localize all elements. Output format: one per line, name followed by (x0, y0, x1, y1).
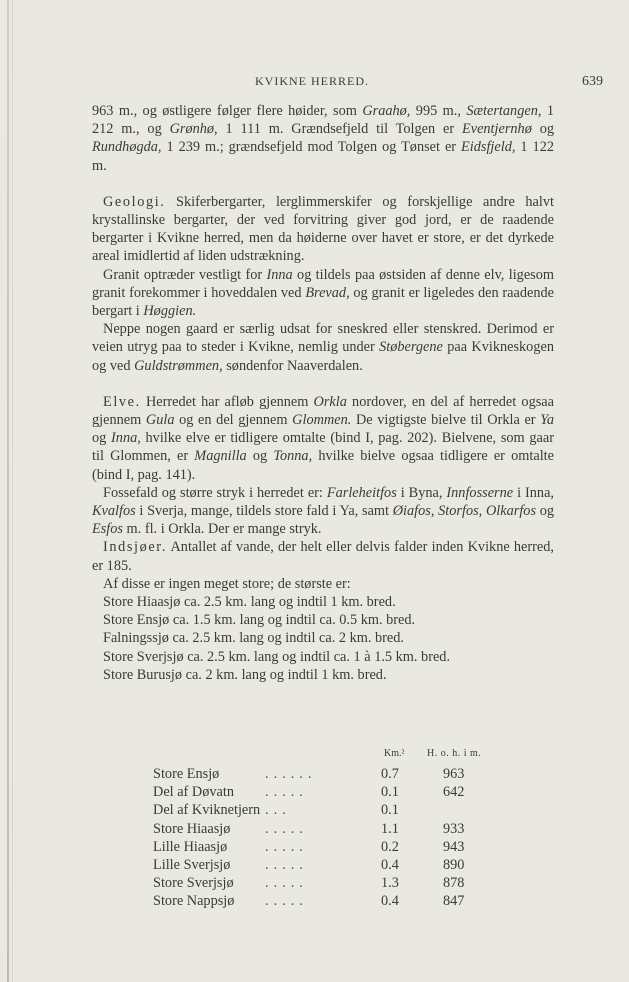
text-run: De vigtigste bielve til Orkla er (351, 412, 541, 429)
text-run: nordover, en del af herredet ogsaa gjennem (92, 393, 554, 429)
table-row (153, 857, 483, 875)
spaced-heading: Geologi. (103, 193, 166, 210)
lake-altitude: 963 (443, 766, 465, 782)
text-run: 963 m., og østligere følger flere høider, som (92, 103, 363, 119)
lake-line: Store Sverjsjø ca. 2.5 km. lang og indtil ca. 1 à 1.5 km. bred. (103, 648, 451, 665)
paragraph-waterfalls (92, 484, 554, 539)
lake-altitude: 890 (443, 856, 465, 873)
italic-place-name: Rundhøgda, (92, 139, 162, 156)
italic-place-name: Eventjernhø (461, 121, 532, 138)
leader-dots: ..... (265, 893, 308, 910)
italic-place-name: Brevad, (305, 284, 350, 301)
text-run: og (246, 448, 274, 465)
text-run: i Sverja, mange, tildels store fald i Ya, samt (135, 503, 393, 520)
text-run: 995 m., (410, 103, 467, 119)
leader-dots: ..... (265, 838, 308, 855)
lake-altitude: 943 (443, 838, 465, 855)
leader-dots: ..... (265, 856, 308, 873)
text-run: og tildels paa østsiden af denne elv, ligesom granit forekommer i hoveddalen ved (92, 266, 554, 301)
lake-line: Store Hiaasjø ca. 2.5 km. lang og indtil 1 km. bred. (103, 594, 396, 611)
table-header (153, 748, 483, 766)
leader-dots: ..... (265, 820, 308, 837)
text-run: søndenfor Naaverdalen. (222, 357, 363, 374)
lake-name: Store Ensjø (153, 766, 220, 782)
table-row (153, 893, 483, 911)
italic-place-name: Olkarfos (485, 503, 537, 520)
text-run: og granit er ligeledes den raadende bergart i (92, 284, 554, 320)
lake-area: 1.1 (381, 820, 399, 837)
lake-altitude: 878 (443, 875, 465, 892)
italic-place-name: Inna, (111, 430, 141, 447)
text-run: og (92, 430, 112, 447)
leader-dots: ..... (265, 784, 308, 801)
italic-place-name: Grønhø, (169, 121, 218, 138)
paragraph-geology (92, 193, 554, 266)
text-run: Neppe nogen gaard er særlig udsat for sneskred eller stenskred. Derimod er veien utryg paa to steder i Kvikne, nemlig under (92, 321, 554, 356)
italic-place-name: Esfos (92, 521, 123, 538)
page-binding-edge (7, 0, 9, 982)
page-number: 639 (582, 74, 603, 89)
text-run: 1 111 m. Grændsefjeld til Tolgen er (217, 121, 462, 138)
italic-place-name: Sætertangen, (466, 103, 542, 119)
table-row (153, 821, 483, 839)
italic-place-name: Storfos, (438, 503, 483, 520)
column-header-altitude: H. o. h. i m. (427, 748, 482, 759)
text-run: 1 239 m.; grændsefjeld mod Tolgen og Tønset er (161, 139, 462, 156)
lake-name: Del af Kviknetjern (153, 802, 261, 819)
italic-place-name: Glommen. (292, 412, 352, 429)
italic-place-name: Inna (266, 266, 293, 283)
text-run: hvilke elve er tidligere omtalte (bind I, pag. 202). Bielvene, som gaar til Glommen, er (92, 430, 554, 465)
text-run: Granit optræder vestligt for (103, 266, 267, 283)
lake-altitude: 642 (443, 784, 465, 801)
italic-place-name: Kvalfos (92, 503, 136, 520)
text-run: Herredet har afløb gjennem (140, 393, 314, 410)
text-run: i Inna, (513, 484, 554, 501)
italic-place-name: Ya (540, 412, 554, 429)
text-run: i Byna, (396, 484, 447, 501)
column-header-area: Km.² (384, 748, 405, 759)
table-row (153, 839, 483, 857)
spaced-heading: Elve. (103, 393, 141, 410)
italic-place-name: Eidsfjeld, (461, 139, 516, 156)
lake-area: 0.1 (381, 802, 399, 819)
document-body (92, 102, 554, 684)
italic-place-name: Høggien. (143, 303, 197, 320)
running-title: KVIKNE HERRED. (255, 74, 369, 88)
page-header (0, 74, 629, 94)
lake-name: Lille Hiaasjø (153, 838, 228, 855)
spaced-heading: Indsjøer. (103, 539, 168, 556)
lake-area: 0.4 (381, 856, 399, 873)
italic-place-name: Støbergene (379, 339, 443, 356)
italic-place-name: Magnilla (194, 448, 247, 465)
lake-name: Store Sverjsjø (153, 875, 234, 892)
text-run: hvilke bielve ogsaa tidligere er omtalte (bind I, pag. 141). (92, 448, 554, 483)
table-row (153, 784, 483, 802)
paragraph-granite (92, 266, 554, 321)
lake-area: 0.7 (381, 766, 399, 782)
lake-altitude: 847 (443, 893, 465, 910)
leader-dots: ... (265, 802, 291, 819)
text-run: paa Kvikneskogen og ved (92, 339, 554, 374)
lake-area: 0.4 (381, 893, 399, 910)
lake-name: Store Hiaasjø (153, 820, 231, 837)
lake-altitude: 933 (443, 820, 465, 837)
leader-dots: ..... (265, 875, 308, 892)
lakes-table (153, 748, 483, 912)
leader-dots: ...... (265, 766, 317, 782)
lake-line: Store Ensjø ca. 1.5 km. lang og indtil ca. 0.5 km. bred. (103, 612, 416, 629)
text-run: Fossefald og større stryk i herredet er: (103, 484, 327, 501)
table-rows (153, 766, 483, 912)
table-row (153, 766, 483, 784)
table-row (153, 802, 483, 820)
paragraph-heights (92, 102, 554, 175)
italic-place-name: Farleheitfos (326, 484, 397, 501)
text-run: m. fl. i Orkla. Der er mange stryk. (122, 521, 322, 538)
lake-name: Lille Sverjsjø (153, 856, 231, 873)
table-row (153, 875, 483, 893)
lake-line: Falningssjø ca. 2.5 km. lang og indtil ca. 2 km. bred. (103, 630, 404, 647)
paragraph-rivers (92, 393, 554, 484)
italic-place-name: Innfosserne (446, 484, 514, 501)
italic-place-name: Guldstrømmen, (134, 357, 223, 374)
italic-place-name: Orkla (313, 393, 347, 410)
italic-place-name: Tonna, (273, 448, 313, 465)
lake-name: Store Nappsjø (153, 893, 235, 910)
text-run: Af disse er ingen meget store; de største er: (103, 575, 351, 592)
text-run: og (536, 503, 555, 520)
lake-name: Del af Døvatn (153, 784, 234, 801)
page-binding-edge-inner (12, 0, 13, 982)
italic-place-name: Gula (145, 412, 175, 429)
text-run: 1 122 m. (92, 139, 554, 174)
lake-line: Store Burusjø ca. 2 km. lang og indtil 1 km. bred. (103, 666, 387, 683)
text-run: 1 212 m., og (92, 103, 554, 138)
paragraph-lakes (92, 538, 554, 574)
text-run: og en del gjennem (174, 412, 293, 429)
italic-place-name: Øiafos, (392, 503, 435, 520)
paragraph-avalanche (92, 320, 554, 375)
text-run: Antallet af vande, der helt eller delvis falder inden Kvikne herred, er 185. (92, 539, 554, 574)
lake-area: 0.2 (381, 838, 399, 855)
text-run: og (531, 121, 555, 138)
paragraph-largest-lakes (92, 575, 554, 593)
lake-area: 1.3 (381, 875, 399, 892)
lake-area: 0.1 (381, 784, 399, 801)
italic-place-name: Graahø, (362, 103, 411, 119)
text-run: Skiferbergarter, lerglimmerskifer og forskjellige andre halvt krystallinske bergarter, der ved forvitring giver god jord, er de raadende bergarter i Kvikne herred, men da høiderne over havet er store, er det dyrkede areal imidlertid af liden udstrækning. (92, 193, 554, 265)
